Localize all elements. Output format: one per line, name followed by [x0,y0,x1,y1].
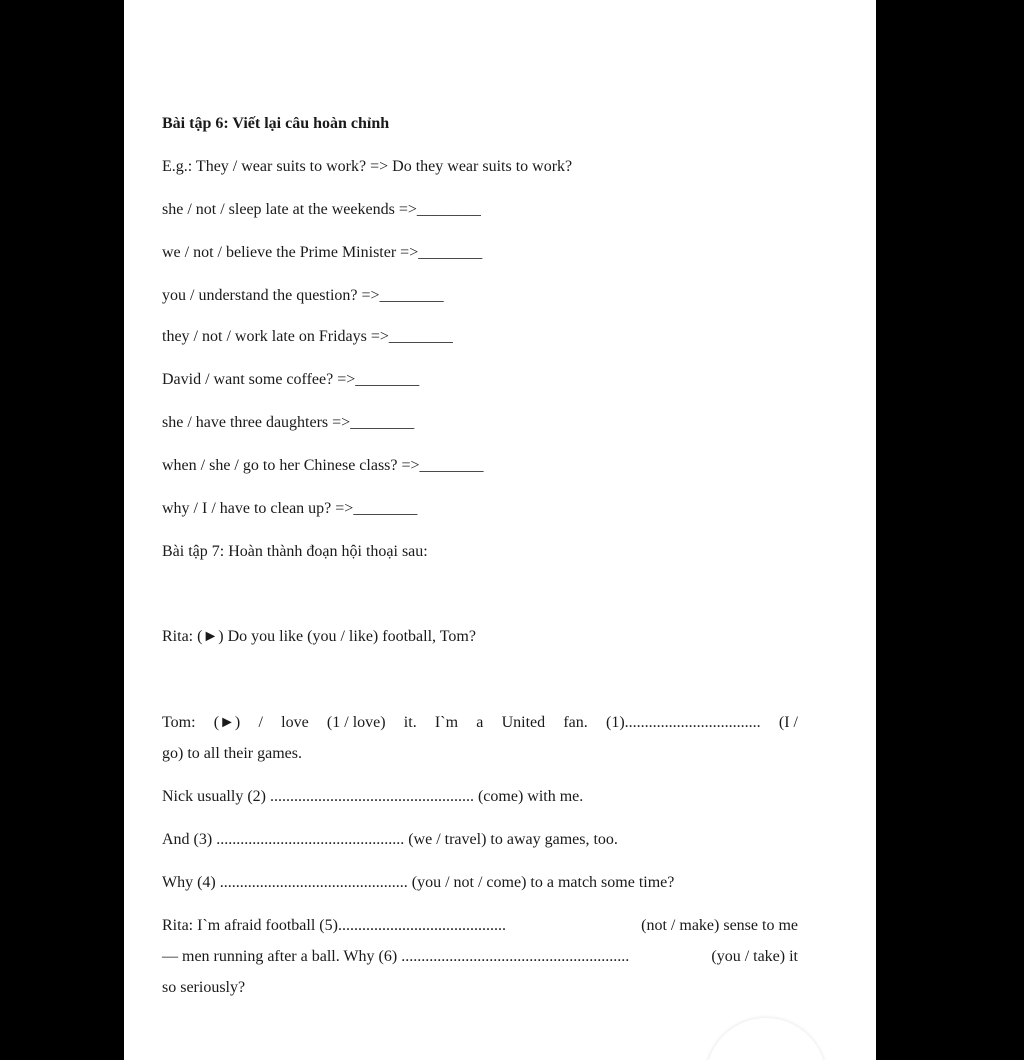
dialogue-segment: Rita: I`m afraid football (5).......................................... [162,917,506,934]
dialogue-segment: (you / take) it [711,948,798,965]
exercise6-item: why / I / have to clean up? =>________ [162,500,418,517]
dialogue-word: (►) [213,714,241,731]
exercise6-title: Bài tập 6: Viết lại câu hoàn chỉnh [162,115,390,132]
floating-action-button[interactable] [706,1018,826,1060]
dialogue-blank: (1).................................. [605,714,761,731]
dialogue-word: it. [403,714,417,731]
dialogue-nick-line: Nick usually (2) ................................................... (come) with me. [162,788,584,805]
exercise6-item: when / she / go to her Chinese class? =>________ [162,457,484,474]
dialogue-rita2-line-cont [162,947,798,967]
exercise6-item: she / have three daughters =>________ [162,414,415,431]
dialogue-why-line: Why (4) ............................................... (you / not / come) to a match some time? [162,874,675,891]
dialogue-segment: — men running after a ball. Why (6) ......................................................... [162,948,630,965]
dialogue-word: (1 / love) [326,714,386,731]
dialogue-word: / [258,714,263,731]
dialogue-and-line: And (3) ............................................... (we / travel) to away games, too. [162,831,618,848]
exercise7-title: Bài tập 7: Hoàn thành đoạn hội thoại sau: [162,543,428,560]
document-page [124,0,876,1060]
dialogue-word: love [281,714,309,731]
dialogue-word: fan. [563,714,588,731]
exercise6-item: she / not / sleep late at the weekends =>________ [162,201,481,218]
exercise6-item: we / not / believe the Prime Minister =>________ [162,244,483,261]
dialogue-tom-line-cont: go) to all their games. [162,745,302,762]
exercise6-item: they / not / work late on Fridays =>________ [162,328,453,345]
dialogue-word: (I / [778,714,798,731]
dialogue-rita-line: Rita: (►) Do you like (you / like) football, Tom? [162,628,476,645]
exercise6-item: you / understand the question? =>________ [162,287,444,304]
dialogue-word: I`m [434,714,459,731]
dialogue-rita2-line [162,916,798,936]
dialogue-word: a [476,714,484,731]
avatar-icon[interactable] [760,0,870,10]
dialogue-word: United [501,714,546,731]
dialogue-segment: (not / make) sense to me [641,917,798,934]
exercise6-example: E.g.: They / wear suits to work? => Do they wear suits to work? [162,158,573,175]
dialogue-rita2-line-end: so seriously? [162,979,246,996]
exercise6-item: David / want some coffee? =>________ [162,371,420,388]
dialogue-tom-line [162,713,798,733]
dialogue-word: Tom: [162,714,196,731]
